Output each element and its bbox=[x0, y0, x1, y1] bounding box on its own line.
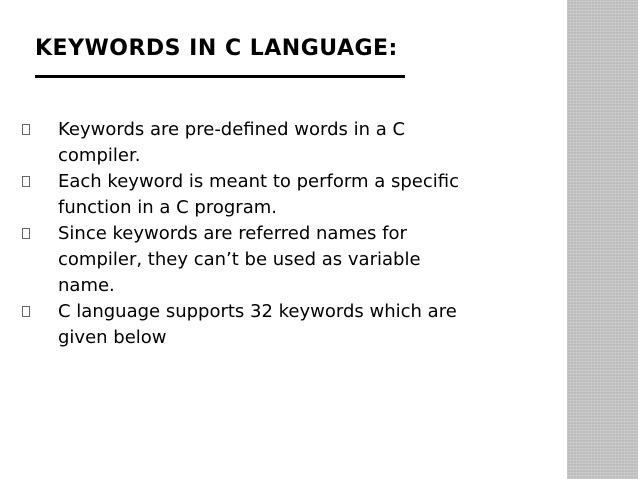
bullet-text bbox=[58, 299, 542, 351]
title-underline bbox=[35, 75, 405, 78]
bullet-line: compiler. bbox=[58, 145, 141, 166]
bullet-list bbox=[22, 117, 542, 351]
bullet-text bbox=[58, 117, 542, 169]
bullet-line: compiler, they can’t be used as variable bbox=[58, 249, 421, 270]
bullet-text bbox=[58, 221, 542, 299]
square-bullet-icon bbox=[22, 117, 58, 135]
bullet-item bbox=[22, 169, 542, 221]
bullet-item bbox=[22, 299, 542, 351]
bullet-item bbox=[22, 117, 542, 169]
bullet-line: C language supports 32 keywords which are bbox=[58, 301, 457, 322]
bullet-item bbox=[22, 221, 542, 299]
bullet-line: Each keyword is meant to perform a specific bbox=[58, 171, 459, 192]
bullet-line: name. bbox=[58, 275, 115, 296]
bullet-line: Since keywords are referred names for bbox=[58, 223, 407, 244]
bullet-line: Keywords are pre-defined words in a C bbox=[58, 119, 406, 140]
decorative-side-panel bbox=[567, 0, 638, 479]
square-bullet-icon bbox=[22, 299, 58, 317]
square-bullet-icon bbox=[22, 221, 58, 239]
bullet-line: function in a C program. bbox=[58, 197, 277, 218]
bullet-line: given below bbox=[58, 327, 167, 348]
bullet-text bbox=[58, 169, 542, 221]
square-bullet-icon bbox=[22, 169, 58, 187]
slide-title: KEYWORDS IN C LANGUAGE: bbox=[35, 36, 398, 61]
